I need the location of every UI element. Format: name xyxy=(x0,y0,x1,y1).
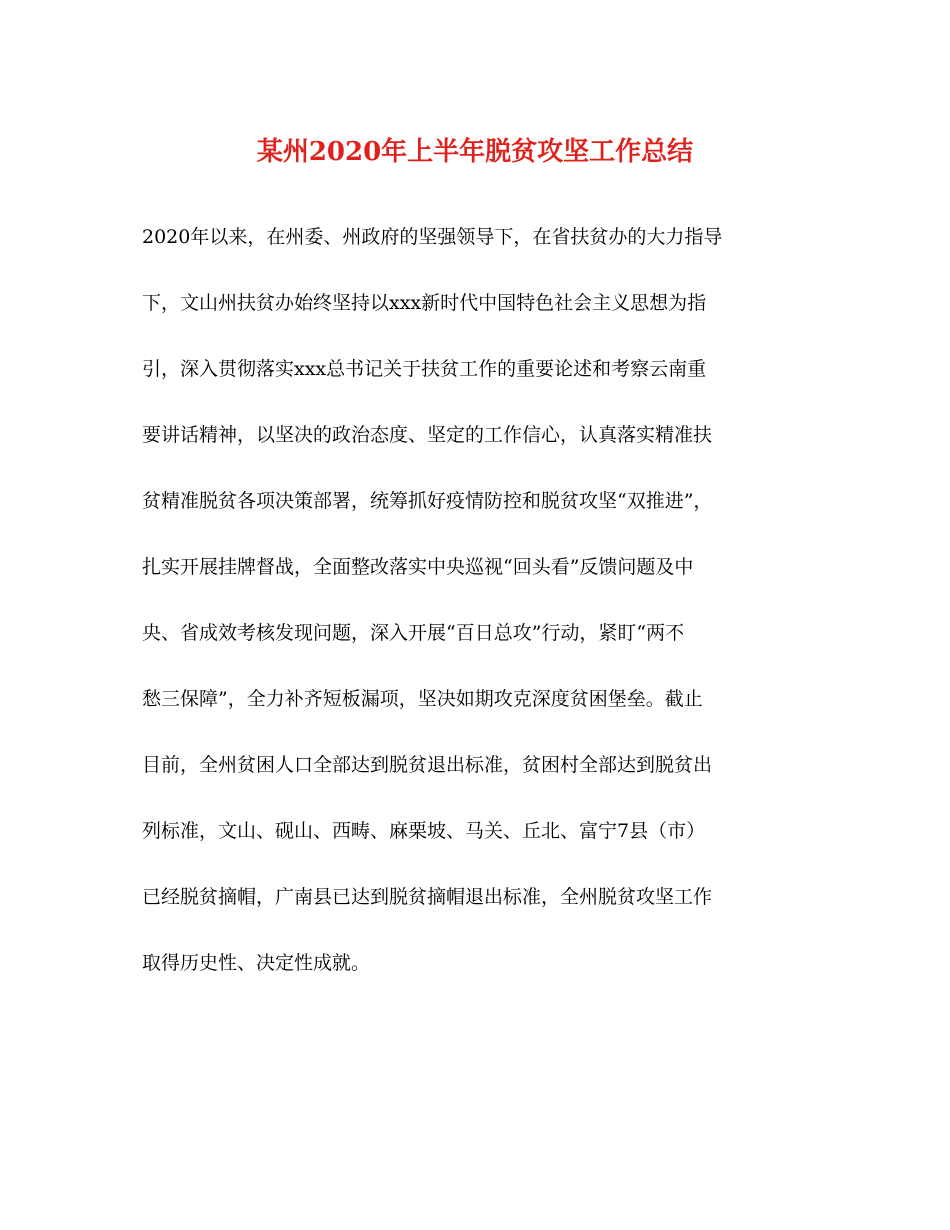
paragraph-line: 下，文山州扶贫办始终坚持以xxx新时代中国特色社会主义思想为指 xyxy=(142,292,707,314)
paragraph-line: 引，深入贯彻落实xxx总书记关于扶贫工作的重要论述和考察云南重 xyxy=(142,358,707,380)
paragraph-line: 扎实开展挂牌督战，全面整改落实中央巡视“回头看”反馈问题及中 xyxy=(142,556,694,578)
document-title: 某州2020年上半年脱贫攻坚工作总结 xyxy=(256,137,694,167)
paragraph-line: 要讲话精神，以坚决的政治态度、坚定的工作信心，认真落实精准扶 xyxy=(142,424,713,446)
paragraph-line: 目前，全州贫困人口全部达到脱贫退出标准，贫困村全部达到脱贫出 xyxy=(142,754,713,776)
paragraph-line: 贫精准脱贫各项决策部署，统筹抓好疫情防控和脱贫攻坚“双推进”， xyxy=(142,490,713,512)
paragraph-line: 已经脱贫摘帽，广南县已达到脱贫摘帽退出标准，全州脱贫攻坚工作 xyxy=(142,886,713,908)
paragraph-line: 央、省成效考核发现问题，深入开展“百日总攻”行动，紧盯“两不 xyxy=(142,622,685,644)
paragraph-line: 2020年以来，在州委、州政府的坚强领导下，在省扶贫办的大力指导 xyxy=(142,226,723,248)
paragraph-line: 取得历史性、决定性成就。 xyxy=(142,952,371,974)
paragraph-line: 列标准，文山、砚山、西畴、麻栗坡、马关、丘北、富宁7县（市） xyxy=(142,820,706,842)
paragraph-line: 愁三保障”，全力补齐短板漏项，坚决如期攻克深度贫困堡垒。截止 xyxy=(142,688,703,710)
